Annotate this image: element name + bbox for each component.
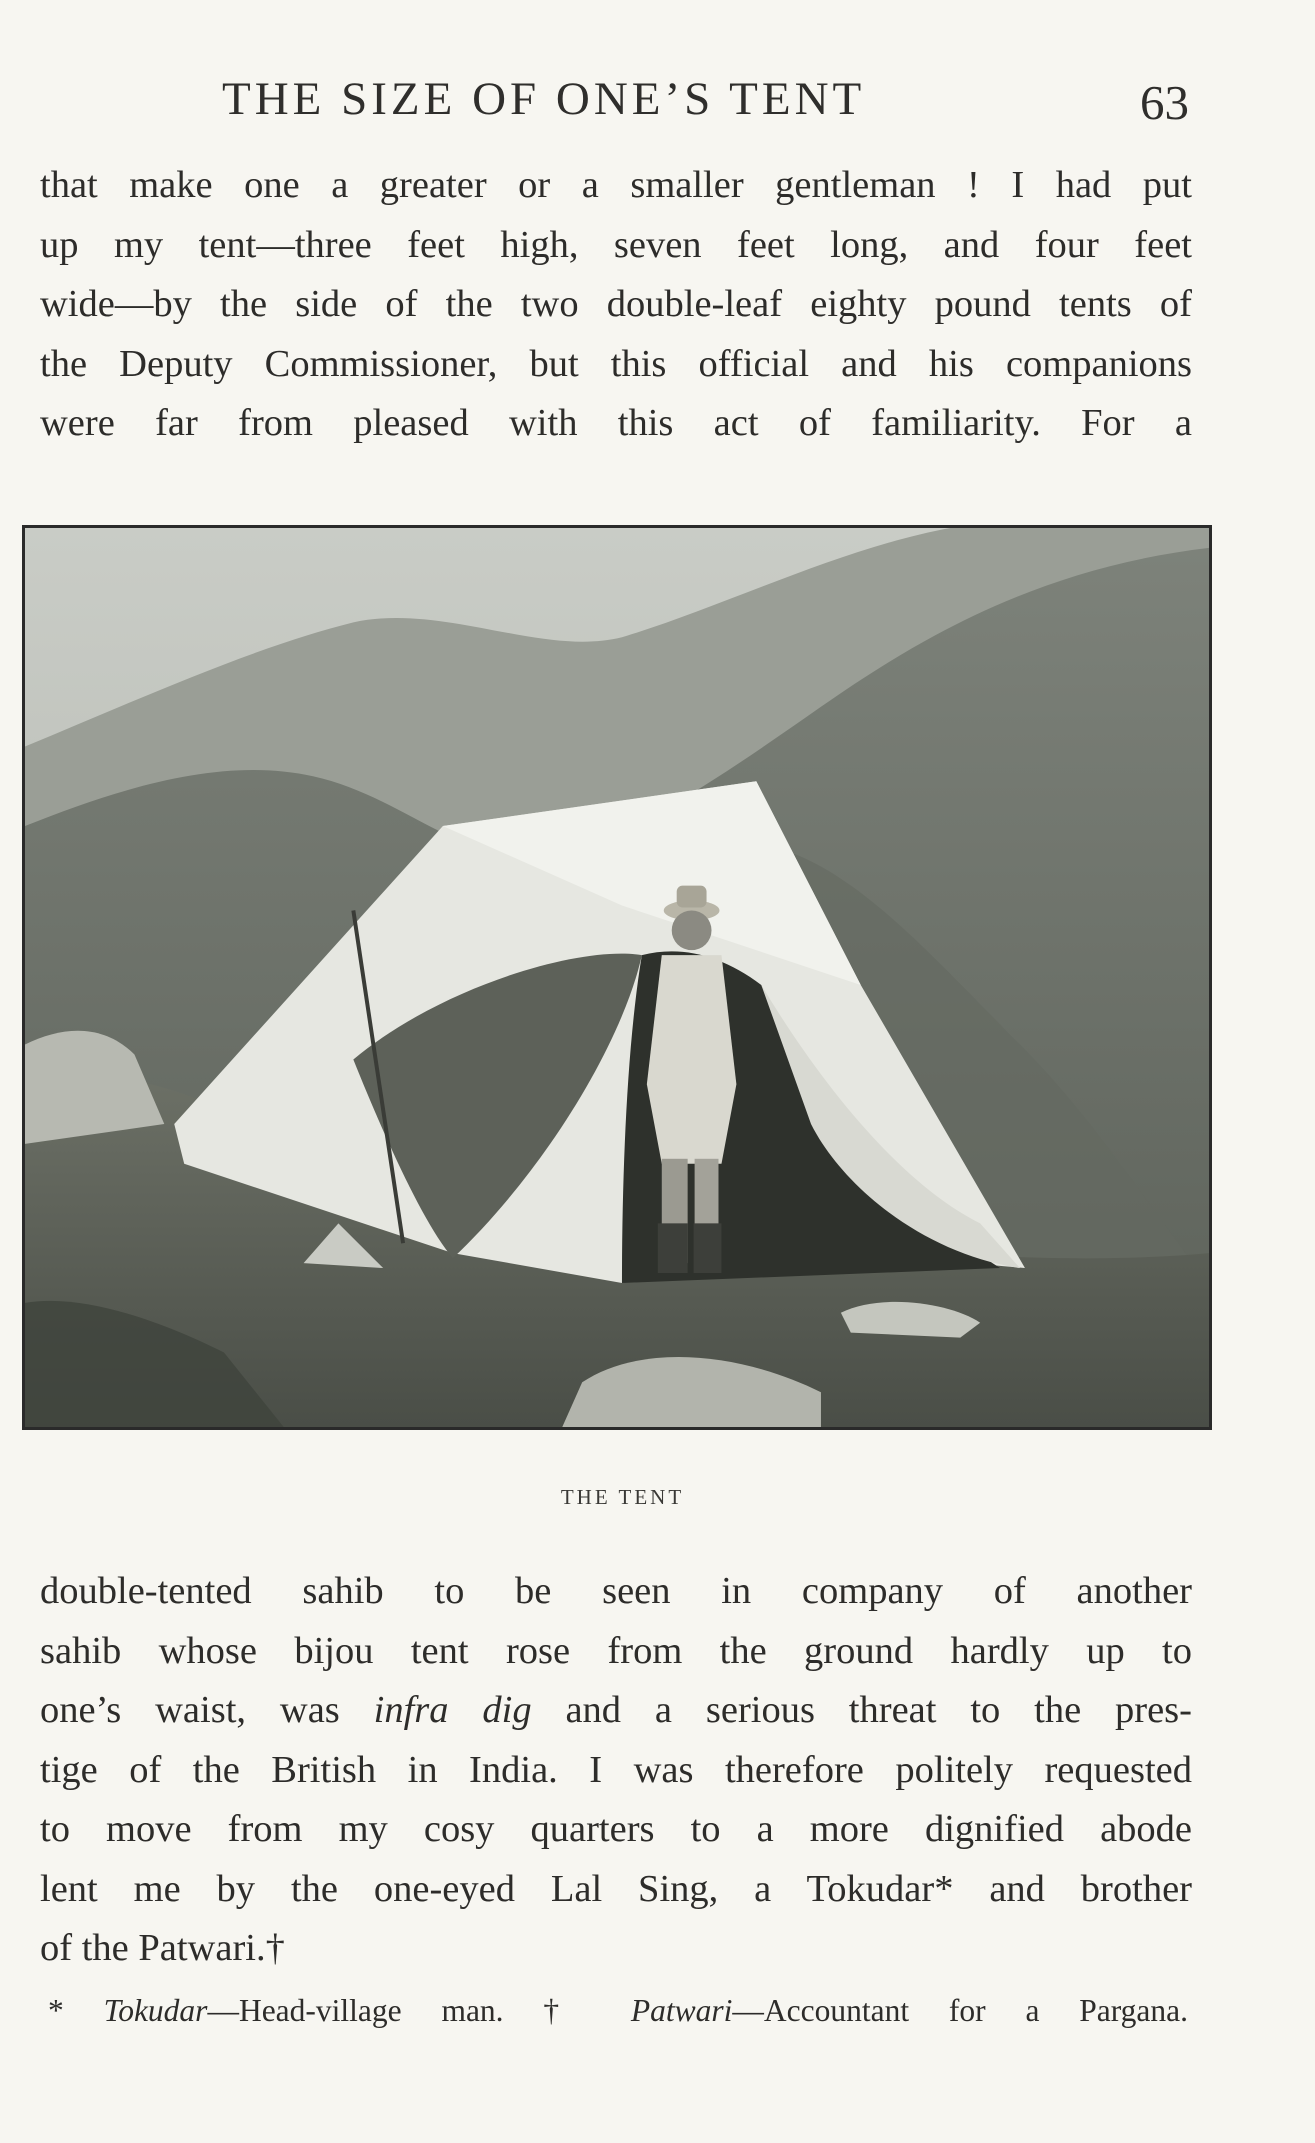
text-segment: and a serious threat to the pres- bbox=[531, 1689, 1192, 1731]
text-line: sahib whose bijou tent rose from the ground hardly up to bbox=[40, 1629, 1192, 1672]
running-title: THE SIZE OF ONE’S TENT bbox=[222, 73, 866, 125]
hat-crown bbox=[677, 886, 707, 908]
head bbox=[672, 910, 712, 950]
text-line: tige of the British in India. I was therefore politely requested bbox=[40, 1748, 1192, 1791]
figure-caption: THE TENT bbox=[560, 1485, 685, 1509]
footnote-definition: —Head-village man. bbox=[207, 1993, 504, 2028]
text-line bbox=[40, 1681, 1192, 1741]
running-head bbox=[0, 72, 1315, 132]
text-line: wide—by the side of the two double-leaf eighty pound tents of bbox=[40, 283, 1192, 325]
italic-phrase: infra dig bbox=[373, 1689, 532, 1731]
text-line: to move from my cosy quarters to a more dignified abode bbox=[40, 1808, 1192, 1850]
text-line: were far from pleased with this act of familiarity. For a bbox=[40, 402, 1192, 444]
text-line: of the Patwari.† bbox=[40, 1927, 285, 1969]
boot-right bbox=[694, 1223, 722, 1273]
text-line: the Deputy Commissioner, but this official and his companions bbox=[40, 342, 1192, 385]
footnote-term: Patwari bbox=[630, 1993, 733, 2028]
text-line: double-tented sahib to be seen in company of another bbox=[40, 1570, 1192, 1612]
tent-photograph bbox=[25, 528, 1209, 1427]
figure-coat bbox=[647, 955, 737, 1164]
text-line: lent me by the one-eyed Lal Sing, a Tokudar* and brother bbox=[40, 1867, 1192, 1910]
page-number: 63 bbox=[1140, 75, 1189, 130]
text-line: that make one a greater or a smaller gentleman ! I had put bbox=[40, 164, 1192, 206]
footnote-mark: † bbox=[503, 1993, 631, 2028]
footnote-term: Tokudar bbox=[103, 1993, 208, 2028]
text-line: up my tent—three feet high, seven feet long, and four feet bbox=[40, 223, 1192, 266]
bottom-paragraph bbox=[40, 1562, 1192, 1979]
footnote-definition: —Accountant for a Pargana. bbox=[732, 1993, 1189, 2028]
top-paragraph bbox=[40, 156, 1192, 454]
photograph-plate bbox=[22, 525, 1212, 1430]
footnote-mark: * bbox=[48, 1993, 104, 2028]
boot-left bbox=[658, 1223, 688, 1273]
text-segment: one’s waist, was bbox=[40, 1689, 374, 1731]
footnote bbox=[48, 1993, 1188, 2029]
